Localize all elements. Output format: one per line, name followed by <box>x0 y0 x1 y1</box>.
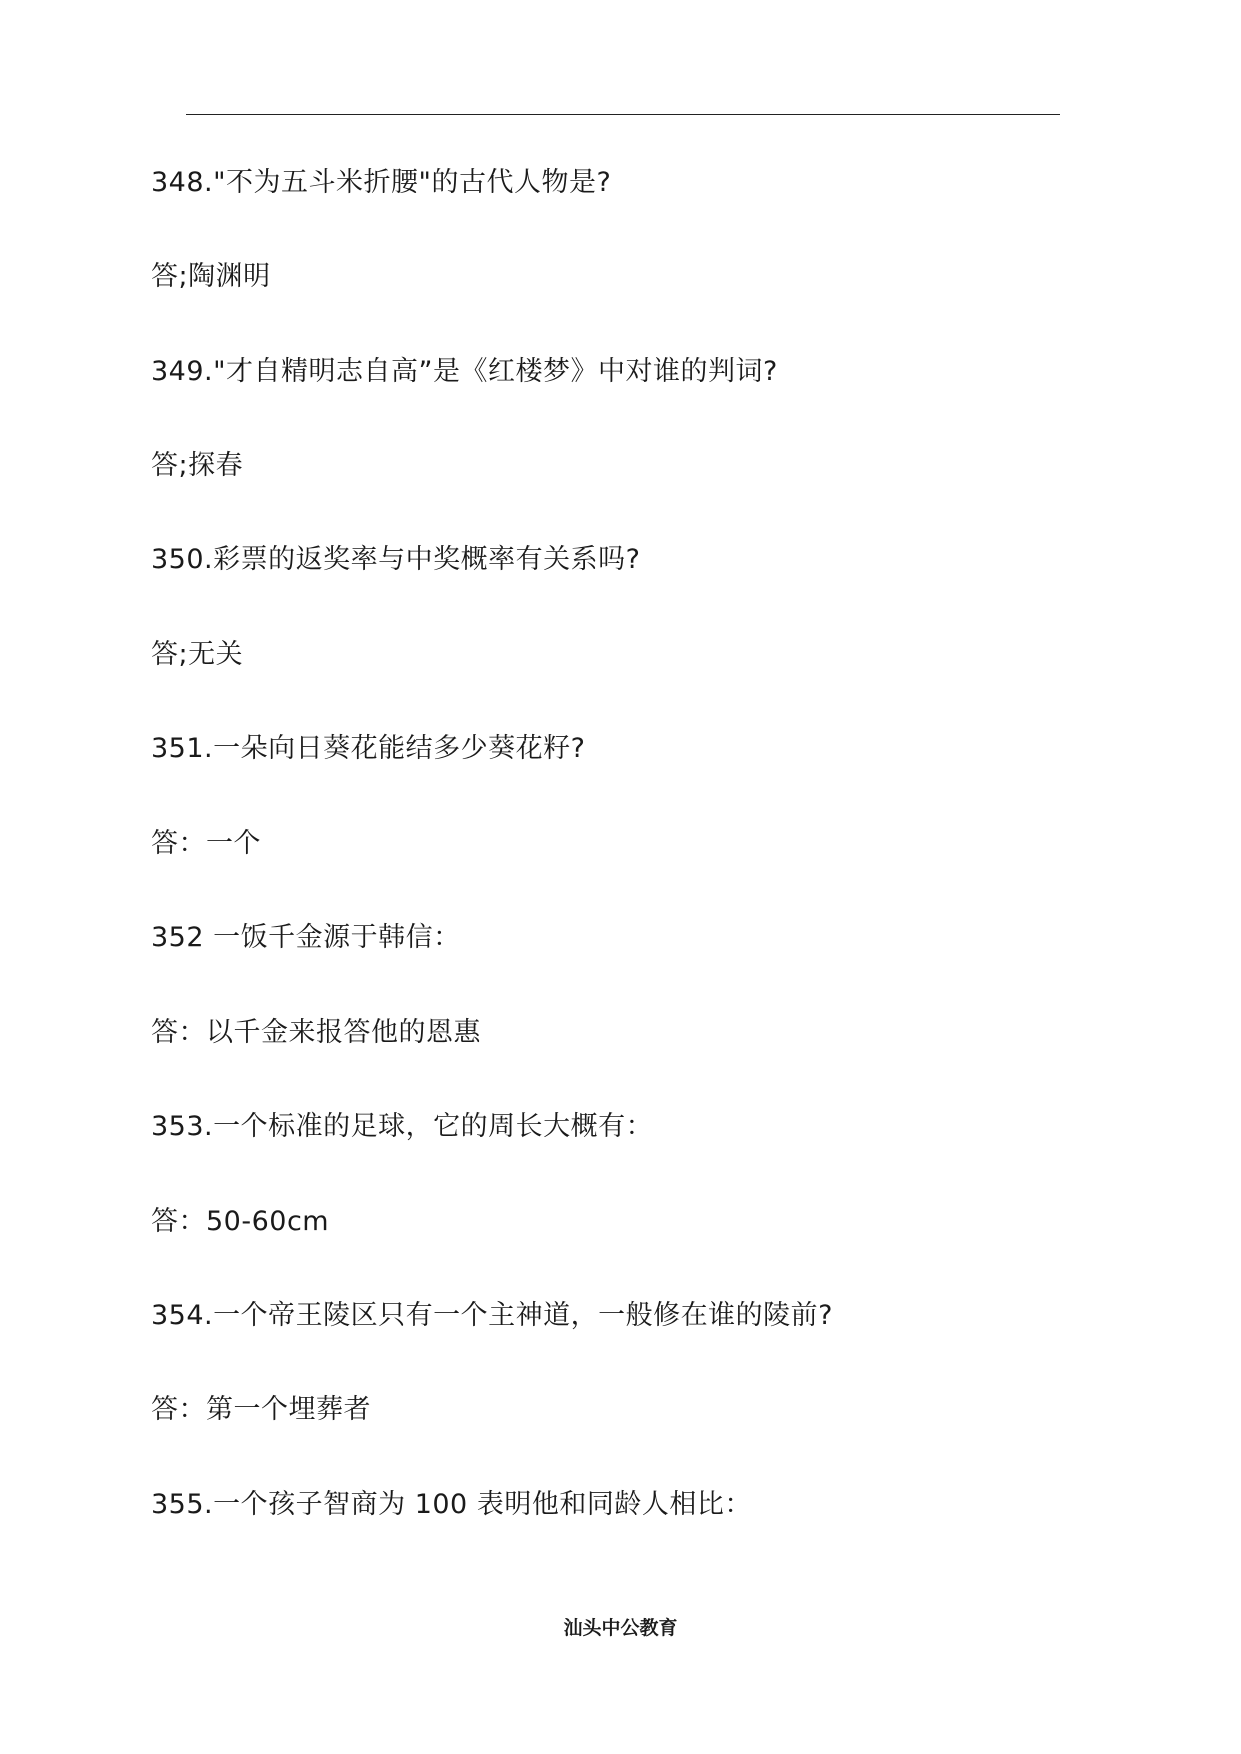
question-352: 352 一饭千金源于韩信： <box>151 922 461 953</box>
question-355: 355.一个孩子智商为 100 表明他和同龄人相比： <box>151 1489 752 1520</box>
answer-350: 答;无关 <box>151 639 244 670</box>
question-354: 354.一个帝王陵区只有一个主神道，一般修在谁的陵前? <box>151 1300 833 1331</box>
answer-348: 答;陶渊明 <box>151 261 271 292</box>
question-353: 353.一个标准的足球，它的周长大概有： <box>151 1111 654 1142</box>
answer-349: 答;探春 <box>151 450 244 481</box>
answer-352: 答：以千金来报答他的恩惠 <box>151 1017 481 1048</box>
answer-353: 答：50-60cm <box>151 1206 330 1237</box>
header-rule <box>186 114 1060 115</box>
question-348: 348."不为五斗米折腰"的古代人物是? <box>151 167 612 198</box>
question-350: 350.彩票的返奖率与中奖概率有关系吗? <box>151 544 641 575</box>
question-349: 349."才自精明志自高”是《红楼梦》中对谁的判词? <box>151 356 778 387</box>
answer-354: 答：第一个埋葬者 <box>151 1394 371 1425</box>
question-351: 351.一朵向日葵花能结多少葵花籽? <box>151 733 586 764</box>
answer-351: 答：一个 <box>151 828 261 859</box>
page-footer: 汕头中公教育 <box>563 1617 678 1639</box>
